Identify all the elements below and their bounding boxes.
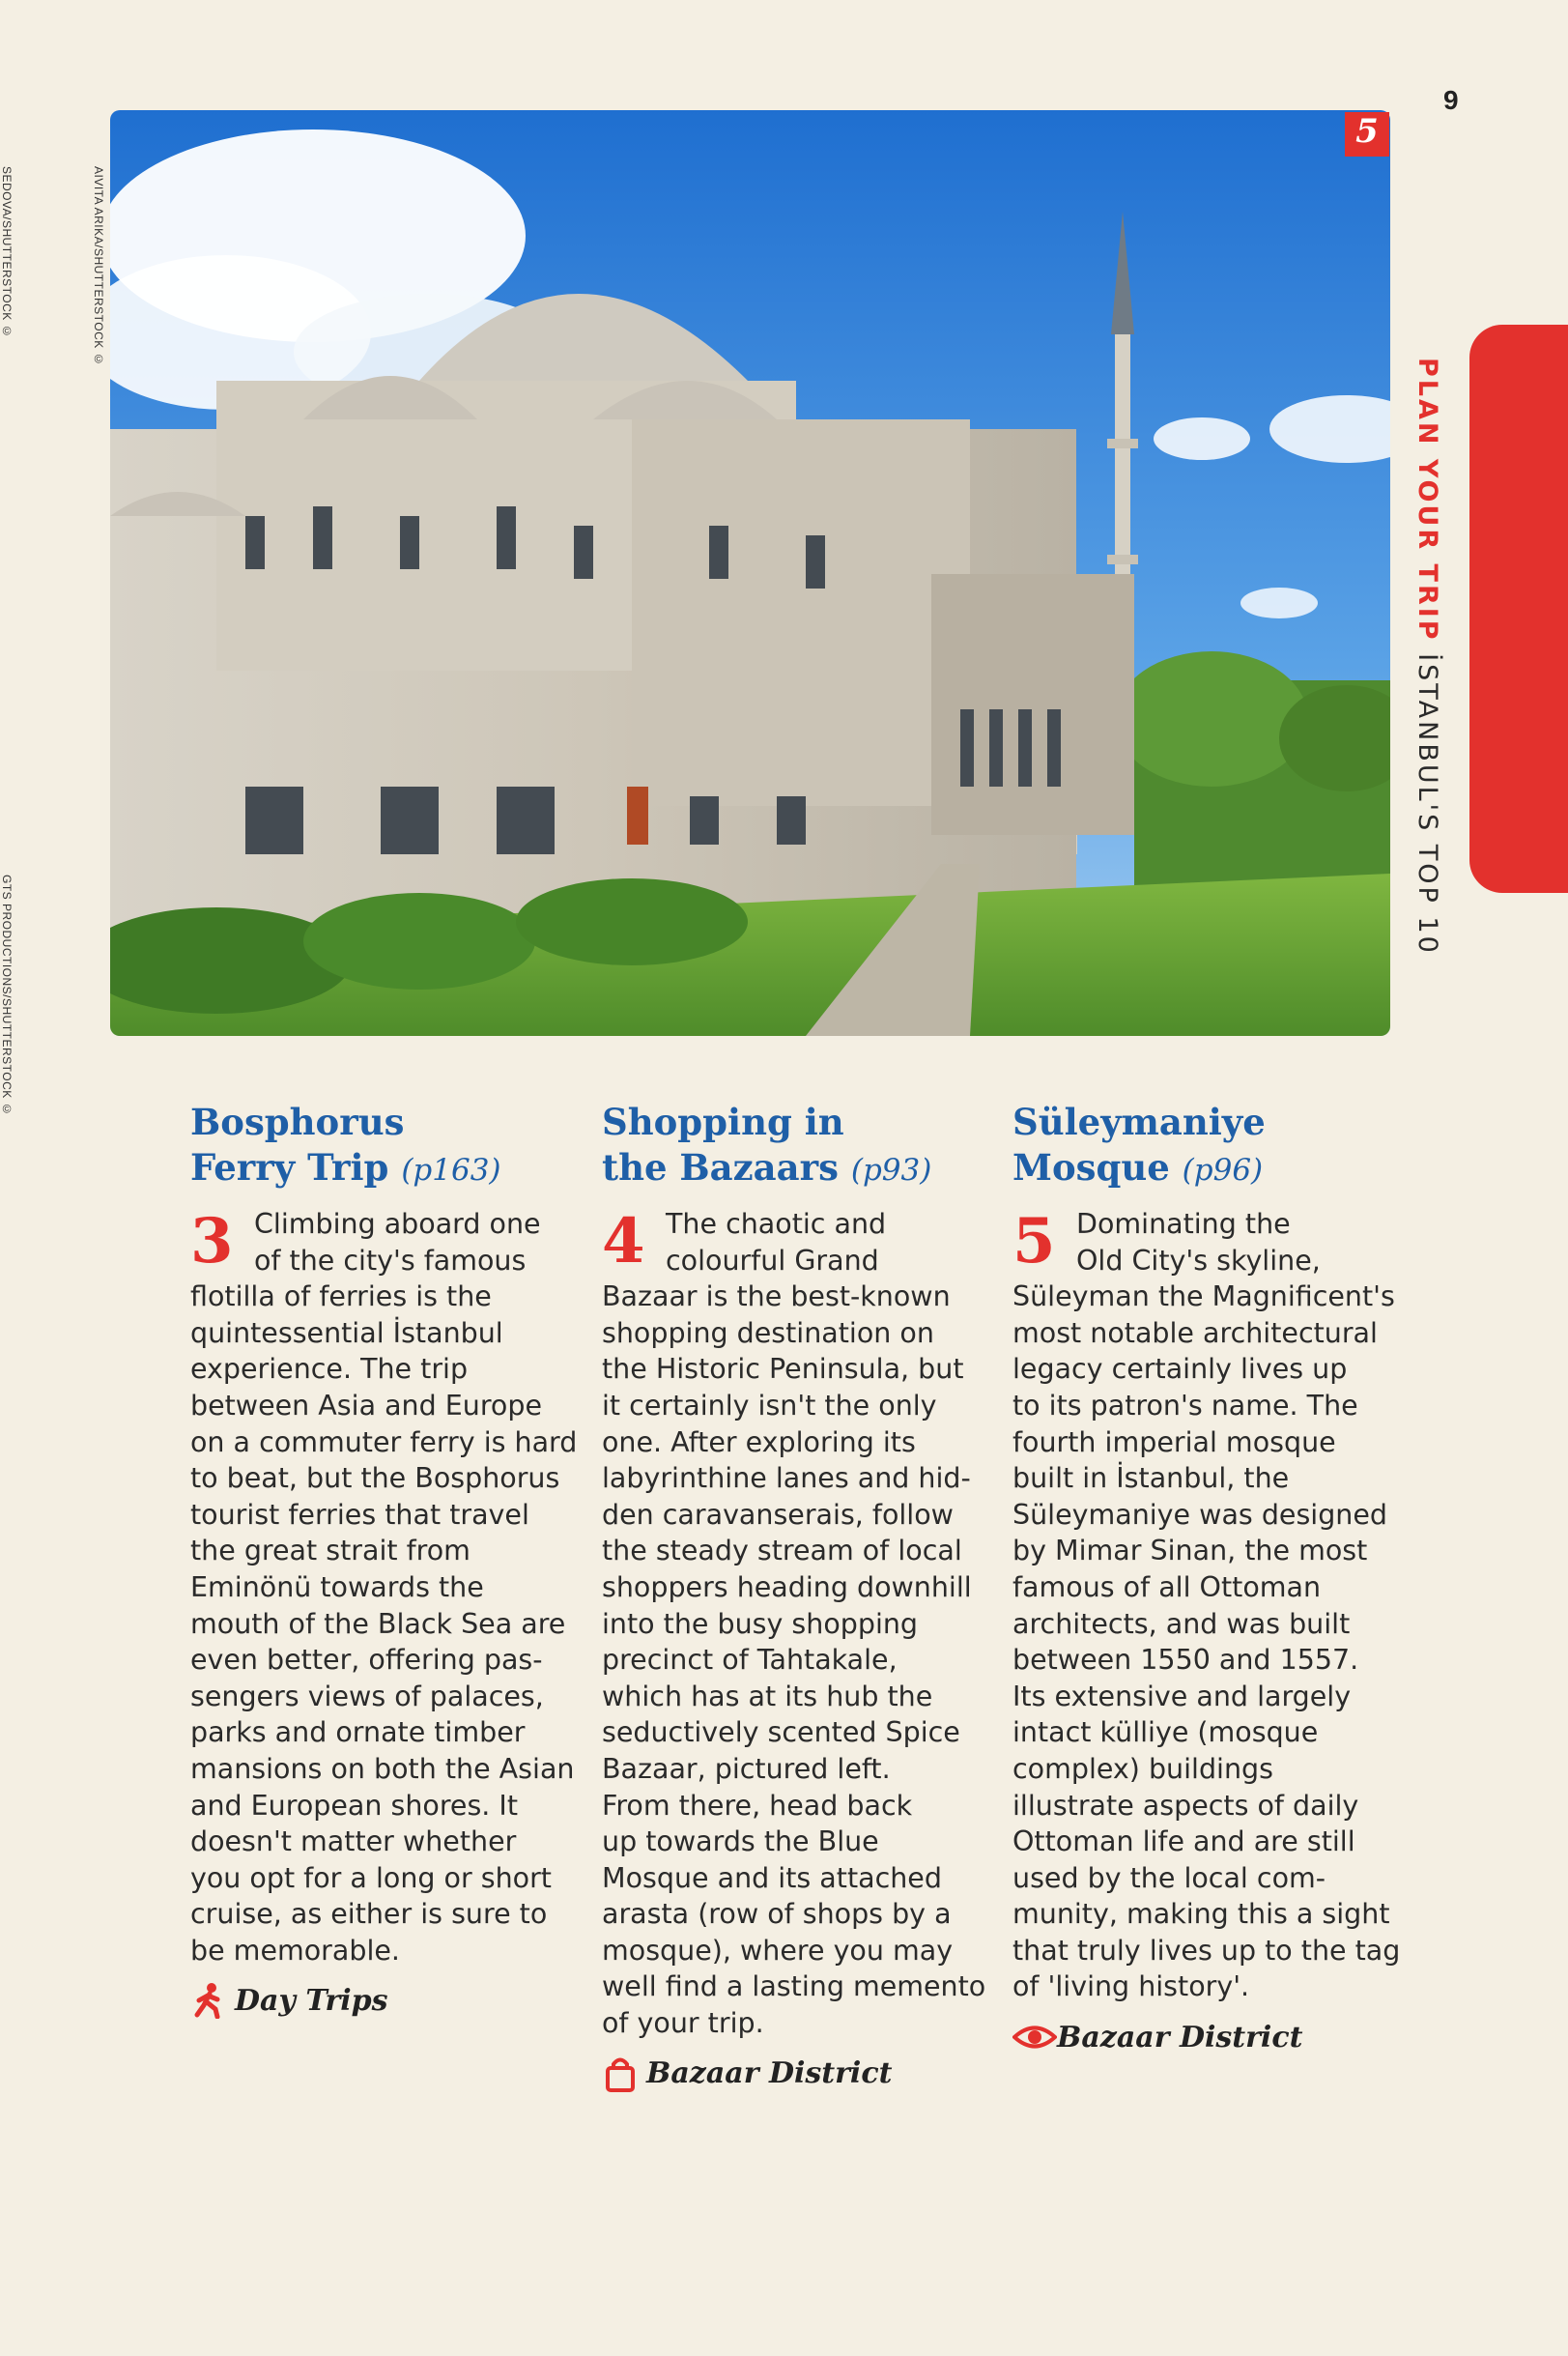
text-line: mansions on both the Asian	[190, 1752, 575, 1785]
text-line: the steady stream of local	[602, 1535, 962, 1567]
text-line: Climbing aboard one	[254, 1208, 541, 1240]
text-line: well find a lasting memento	[602, 1970, 986, 2003]
title-line: Mosque	[1012, 1146, 1170, 1189]
photo-number-badge: 5	[1345, 112, 1389, 157]
text-line: of 'living history'.	[1012, 1970, 1250, 2003]
text-line: illustrate aspects of daily	[1012, 1789, 1359, 1822]
text-line: it certainly isn't the only	[602, 1389, 937, 1422]
title-line: Ferry Trip	[190, 1146, 389, 1189]
text-line: shopping destination on	[602, 1316, 934, 1349]
section-body	[190, 1206, 577, 1968]
shopping-bag-icon	[602, 2055, 639, 2092]
text-line: up towards the Blue	[602, 1825, 879, 1858]
text-line: by Mimar Sinan, the most	[1012, 1535, 1368, 1567]
text-line: Ottoman life and are still	[1012, 1825, 1355, 1858]
text-line: doesn't matter whether	[190, 1825, 517, 1858]
text-line: fourth imperial mosque	[1012, 1425, 1336, 1458]
photo-credit-bottom: GTS PRODUCTIONS/SHUTTERSTOCK ©	[0, 875, 14, 1117]
text-line: most notable architectural	[1012, 1316, 1378, 1349]
title-line: the Bazaars	[602, 1146, 839, 1189]
text-line: and European shores. It	[190, 1789, 519, 1822]
section-bazaars	[602, 1100, 988, 2092]
text-line: munity, making this a sight	[1012, 1898, 1390, 1931]
text-line: Old City's skyline,	[1076, 1244, 1321, 1277]
text-line: be memorable.	[190, 1934, 400, 1967]
photo-credit-top-inner: AIVITA ARIKA/SHUTTERSTOCK ©	[92, 166, 105, 367]
photo-credit-top-outer: SEDOVA/SHUTTERSTOCK ©	[0, 166, 14, 339]
text-line: precinct of Tahtakale,	[602, 1644, 898, 1677]
bazaar-district-link[interactable]	[602, 2055, 988, 2092]
text-line: From there, head back	[602, 1789, 913, 1822]
eye-icon	[1012, 2019, 1049, 2055]
section-label-strong: PLAN YOUR TRIP	[1412, 358, 1442, 643]
text-line: between 1550 and 1557.	[1012, 1644, 1359, 1677]
text-line: of your trip.	[602, 2007, 764, 2040]
section-label	[1412, 358, 1442, 956]
day-trips-link[interactable]	[190, 1982, 577, 2019]
drop-number: 5	[1012, 1205, 1056, 1278]
text-line: Mosque and its attached	[602, 1861, 942, 1894]
drop-number: 3	[190, 1205, 234, 1278]
text-line: which has at its hub the	[602, 1680, 933, 1712]
walking-person-icon	[190, 1982, 227, 2019]
text-line: intact külliye (mosque	[1012, 1716, 1319, 1749]
section-bosphorus	[190, 1100, 577, 2019]
text-line: of the city's famous	[254, 1244, 527, 1277]
text-line: Eminönü towards the	[190, 1570, 484, 1603]
footer-label: Day Trips	[235, 1983, 388, 2018]
text-line: Bazaar is the best-known	[602, 1280, 951, 1313]
text-line: arasta (row of shops by a	[602, 1898, 952, 1931]
text-line: Dominating the	[1076, 1208, 1291, 1240]
footer-label: Bazaar District	[646, 2056, 893, 2091]
text-line: into the busy shopping	[602, 1607, 919, 1640]
text-line: tourist ferries that travel	[190, 1498, 529, 1531]
section-body	[602, 1206, 988, 2042]
text-line: between Asia and Europe	[190, 1389, 542, 1422]
text-line: colourful Grand	[666, 1244, 879, 1277]
text-line: seductively scented Spice	[602, 1716, 960, 1749]
text-line: parks and ornate timber	[190, 1716, 526, 1749]
section-title	[602, 1100, 988, 1191]
page-ref-link[interactable]: (p96)	[1182, 1153, 1264, 1188]
mosque-photo	[110, 110, 1390, 1036]
text-line: used by the local com-	[1012, 1861, 1326, 1894]
text-line: shoppers heading downhill	[602, 1570, 972, 1603]
text-line: Its extensive and largely	[1012, 1680, 1352, 1712]
text-line: legacy certainly lives up	[1012, 1353, 1348, 1386]
footer-label: Bazaar District	[1057, 2020, 1303, 2054]
drop-number: 4	[602, 1205, 645, 1278]
page-ref-link[interactable]: (p163)	[401, 1153, 501, 1188]
text-line: Süleymaniye was designed	[1012, 1498, 1387, 1531]
page-ref-link[interactable]: (p93)	[850, 1153, 932, 1188]
bazaar-district-link[interactable]	[1012, 2019, 1404, 2055]
text-line: den caravanserais, follow	[602, 1498, 954, 1531]
text-line: famous of all Ottoman	[1012, 1570, 1322, 1603]
text-line: the great strait from	[190, 1535, 470, 1567]
text-line: sengers views of palaces,	[190, 1680, 544, 1712]
text-line: labyrinthine lanes and hid-	[602, 1462, 971, 1495]
section-label-rest: İSTANBUL'S TOP 10	[1412, 642, 1442, 956]
text-line: cruise, as either is sure to	[190, 1898, 548, 1931]
section-body	[1012, 1206, 1404, 2005]
text-line: experience. The trip	[190, 1353, 469, 1386]
text-line: flotilla of ferries is the	[190, 1280, 492, 1313]
text-line: Süleyman the Magnificent's	[1012, 1280, 1395, 1313]
text-line: one. After exploring its	[602, 1425, 916, 1458]
text-line: mouth of the Black Sea are	[190, 1607, 566, 1640]
text-line: to beat, but the Bosphorus	[190, 1462, 560, 1495]
title-line: Shopping in	[602, 1101, 844, 1143]
section-title	[190, 1100, 577, 1191]
text-line: architects, and was built	[1012, 1607, 1351, 1640]
text-line: that truly lives up to the tag	[1012, 1934, 1401, 1967]
text-line: on a commuter ferry is hard	[190, 1425, 578, 1458]
text-line: Bazaar, pictured left.	[602, 1752, 891, 1785]
text-line: you opt for a long or short	[190, 1861, 552, 1894]
text-line: quintessential İstanbul	[190, 1316, 503, 1349]
section-title	[1012, 1100, 1404, 1191]
page-number: 9	[1443, 85, 1459, 115]
title-line: Bosphorus	[190, 1101, 405, 1143]
text-line: even better, offering pas-	[190, 1644, 543, 1677]
section-suleymaniye	[1012, 1100, 1404, 2055]
text-line: the Historic Peninsula, but	[602, 1353, 964, 1386]
text-line: built in İstanbul, the	[1012, 1462, 1290, 1495]
title-line: Süleymaniye	[1012, 1101, 1266, 1143]
text-line: complex) buildings	[1012, 1752, 1273, 1785]
text-line: mosque), where you may	[602, 1934, 954, 1967]
text-line: to its patron's name. The	[1012, 1389, 1358, 1422]
section-tab	[1469, 325, 1568, 893]
text-line: The chaotic and	[666, 1208, 887, 1240]
